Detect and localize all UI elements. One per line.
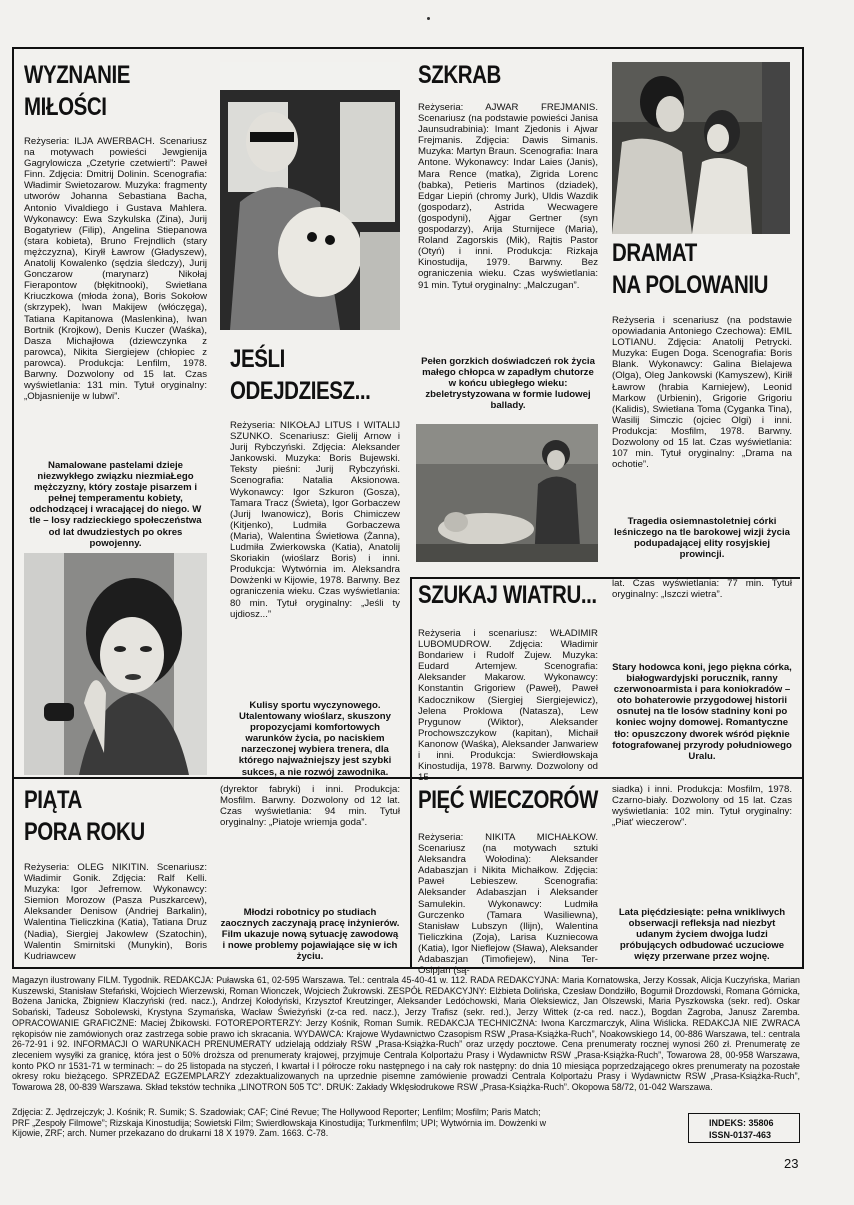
photo-wyznanie-woman <box>24 553 207 775</box>
credits-piata-right: (dyrektor fabryki) i inni. Produkcja: Mosfilm. Barwny. Dozwolony od 12 lat. Czas wyświetlania: 94 min. Tytuł oryginalny: „Piatoje wriemja goda”. <box>220 784 400 829</box>
credits-piata-left: Reżyseria: OLEG NIKITIN. Scenariusz: Władimir Gonik. Zdjęcia: Ralf Kelli. Muzyka: Igor Jefremow. Wykonawcy: Siemion Morozow (Pasza Puszkarcew), Aleksander Denisow (Andriej Barkalin), Walentina Tieliczkina (Katia), Tatiana Druz (Nadia), Siergiej Jakowlew (Szatochin), Walentin Smirnitski (Munykin), Boris Kudriawcew <box>24 862 207 962</box>
title-piec: PIĘĆ WIECZORÓW <box>418 786 598 814</box>
rule-middle <box>12 777 802 779</box>
title-jesli-line1: JEŚLI <box>230 345 285 373</box>
title-szukaj: SZUKAJ WIATRU... <box>418 581 597 609</box>
credits-piec-left: Reżyseria: NIKITA MICHAŁKOW. Scenariusz (na motywach sztuki Aleksandra Wołodina): Aleksander Adabaszjan i Nikita Michałkow. Zdjęcia: Paweł Lebieszew. Scenografia: Aleksander Adabaszjan i Aleksander Samulekin. Wykonawcy: Ludmiła Gurczenko (Tamara Wasiliewna), Stanisław Lubszyn (Ilijn), Walentina Tieliczkina (Zoja), Larisa Kuzniecowa (Katia), Igor Nieflejow (Sława), Aleksander Adabaszjan (Timofiejew), Nina Ter-Osipjan (są- <box>418 832 598 977</box>
blurb-dramat: Tragedia osiemnastoletniej córki leśniczego na tle barokowej wizji życia podupadającej elity rosyjskiej prowincji. <box>614 516 790 561</box>
photo-credits: Zdjęcia: Z. Jędrzejczyk; J. Kośnik; R. Sumik; S. Szadowiak; CAF; Ciné Revue; The Hollywood Reporter; Lenfilm; Mosfilm; Paris Match; PRF „Zespoły Filmowe”; Rizskaja Kinostudija; Sowietski Film; Swierdłowskaja Kinostudija; Turkmenfilm; UPI; Wytwórnia im. Dowżenki w Kijowie, ZRF; arch. Numer przekazano do drukarni 18 X 1979. Zam. 1663. C-78. <box>12 1107 547 1139</box>
title-wyznanie-line2: MIŁOŚCI <box>24 93 107 121</box>
credits-szukaj-left: Reżyseria i scenariusz: WŁADIMIR LUBOMUDROW. Zdjęcia: Władimir Bondariew i Rudolf Zujew. Muzyka: Eudard Artemjew. Scenografia: Aleksander Makarow. Wykonawcy: Konstantin Grigoriew (Paweł), Paweł Kadocznikow (Siergiej Siergiejewicz), Jelena Proklowa (Natasza), Lew Prygunow (Wiktor), Aleksander Prochowszczykow (kapitan), Michaił Kanonow (Waśka), Aleksander Janwariew i inni. Produkcja: Swierdłowskaja Kinostudija, 1978. Barwny. Dozwolony od 15 <box>418 628 598 784</box>
blurb-szukaj: Stary hodowca koni, jego piękna córka, białogwardyjski porucznik, ranny czerwonoarmista i para koniokradów – oto bohaterowie przygodowej historii osnutej na tle losów stadniny koni po koniec wojny domowej. Romantyczne tło: opuszczony dworek wśród pięknie fotografowanej przyrody południowego Uralu. <box>612 662 792 762</box>
credits-dramat: Reżyseria i scenariusz (na podstawie opowiadania Antoniego Czechowa): EMIL LOTIANU. Zdjęcia: Anatolij Petrycki. Muzyka: Eugen Doga. Scenografia: Boris Blank. Wykonawcy: Galina Bielajewa (Olga), Oleg Jankowski (Kamyszew), Kiriłł Ławrow (hrabia Karniejew), Leonid Markow (Urbienin), Grigorie Grigoriu (Kalidis), Swietłana Toma (Cyganka Tina), Wasilij Simczic (ojciec Olgi) i inni. Produkcja: Mosfilm, 1978. Barwny. Dozwolony od 15 lat. Czas wyświetlania: 107 min. Tytuł oryginalny: „Drama na ochotie”. <box>612 315 792 471</box>
photo-jesli-man-with-dog <box>220 62 400 330</box>
title-jesli-line2: ODEJDZIESZ... <box>230 377 371 405</box>
blurb-szkrab: Pełen gorzkich doświadczeń rok życia małego chłopca w zapadłym chutorze w końcu ubiegłego wieku: zbeletrystyzowana w formie ludowej ballady. <box>421 356 595 412</box>
title-szkrab: SZKRAB <box>418 61 501 89</box>
photo-szkrab-boy-with-dog <box>416 424 598 562</box>
rule-szukaj-left <box>410 577 412 777</box>
index-number: INDEKS: 35806 <box>709 1118 774 1128</box>
page-number: 23 <box>784 1156 799 1171</box>
title-dramat-line2: NA POLOWANIU <box>612 271 769 299</box>
title-piata-line1: PIĄTA <box>24 786 82 814</box>
rule-bottom <box>12 967 802 969</box>
title-piata-line2: PORA ROKU <box>24 818 145 846</box>
photo-dramat-couple <box>612 62 790 234</box>
credits-piec-right: siadka) i inni. Produkcja: Mosfilm, 1978. Czarno-biały. Dozwolony od 15 lat. Czas wyświetlania: 102 min. Tytuł oryginalny: „Piat' wieczerow”. <box>612 784 792 829</box>
blurb-jesli: Kulisy sportu wyczynowego. Utalentowany wioślarz, skuszony propozycjami komfortowych warunków życia, po naciskiem narzeczonej wybiera trenera, dla którego najważniejszy jest szybki sukces, a nie rozwój zawodnika. <box>238 700 392 778</box>
blurb-piec: Lata pięćdziesiąte: pełna wnikliwych obserwacji refleksja nad niezbyt udanym życiem dwojga ludzi próbujących odbudować uczuciowe więzy przerwane przez wojnę. <box>618 907 786 963</box>
title-dramat-line1: DRAMAT <box>612 239 697 267</box>
credits-wyznanie: Reżyseria: ILJA AWERBACH. Scenariusz na motywach powieści Jewgienija Gagrylowicza „Czetyrie czetwierti”: Paweł Finn. Zdjęcia: Dmitrij Dolinin. Scenografia: Władimir Swietozarow. Muzyka: fragmenty utworów Johanna Sebastiana Bacha, Antonio Vivaldiego i Gustava Mahlera. Wykonawcy: Ewa Szykulska (Zina), Jurij Bogatyriew (Filip), Angelina Stiepanowa (stara kobieta), Bruno Frejndlich (stary mężczyzna), Kiryłł Ławrow (Gładyszew), Anatolij Kowalenko (sędzia śledczy), Jurij Gonczarow (marynarz) Nikołaj Fierapontow (błękitnooki), Swietłana Kriuczkowa (młoda żona), Boris Sokołow (skrzypek), Iwan Makijew (włóczęga), Tatiana Kapitanowa (Maslenkina), Iwan Bortnik (Krojkow), Denis Kuczer (Waśka), Dasza Michajłowa (dziewczynka z parowca), Nikita Siergiejew (chłopiec z parowca). Produkcja: Lenfilm, 1978. Barwny. Dozwolony od 15 lat. Czas wyświetlania: 131 min. Tytuł oryginalny: „Objasnienije w lubwi”. <box>24 136 207 403</box>
issn-number: ISSN-0137-463 <box>709 1130 772 1140</box>
rule-piec-left <box>410 778 412 968</box>
masthead-text: Magazyn ilustrowany FILM. Tygodnik. REDAKCJA: Puławska 61, 02-595 Warszawa. Tel.: centrala 45-40-41 w. 112. RADA REDAKCYJNA: Maria Kornatowska, Jerzy Kossak, Alicja Kuczyńska, Marian Kuszewski, Stanisław Stefański, Wojciech Wierzewski, Roman Wionczek, Wojciech Żukrowski. ZESPÓŁ REDAKCYJNY: Elżbieta Dolińska, Czesław Dondziłło, Bogumił Drozdowski, Romana Górnicka, Bożena Janicka, Zbigniew Klaczyński (red. nacz.), Andrzej Kołodyński, Krzysztof Kreutzinger, Aleksander Ledóchowski, Maria Oleksiewicz, Jan Olszewski, Maria Pyszkowska (sekr. red). Oskar Sobański, Tadeusz Sobolewski, Krystyna Szymańska, Wacław Świeżyński (z-ca red. nacz.), Jerzy Trafisz (sekr. red.), Jerzy Wittek (z-ca red. nacz.), Bogdan Zagroba, Janusz Zaremba. OPRACOWANIE GRAFICZNE: Maciej Żbikowski. FOTOREPORTERZY: Jerzy Kośnik, Roman Sumik. REDAKCJA TECHNICZNA: Iwona Karczmarczyk, Alina Wiślicka. REDAKCJA NIE ZWRACA rękopisów nie zamówionych oraz zastrzega sobie prawo ich skracania. WYDAWCA: Krajowe Wydawnictwo Czasopism RSW „Prasa-Książka-Ruch”, Noakowskiego 14, 00-886 Warszawa, tel.: centrala 26-72-91 i 92. INFORMACJI O WARUNKACH PRENUMERATY udzielają oddziały RSW „Prasa-Książka-Ruch” oraz urzędy pocztowe. Cena prenumeraty rocznej wynosi 260 zł. Prenumeratę ze zleceniem wysyłki za granicę, która jest o 50% droższa od prenumeraty krajowej, przyjmuje Centrala Kolportażu Prasy i Wydawnictw RSW „Prasa-Książka-Ruch”, Towarowa 28, 00-958 Warszawa, konto PKO nr 1531-71 w terminach: – do 25 listopada na styczeń, I kwartał i I półrocze roku następnego i na cały rok następny: do dnia 10 miesiąca poprzedzającego okres prenumeraty na pozostałe okresy roku bieżącego. SPRZEDAŻ EGZEMPLARZY zdezaktualizowanych na uprzednie pisemne zamówienie prowadzi Centrala Kolportażu Prasy i Wydawnictw RSW „Prasa-Książka-Ruch”, Towarowa 28, 00-839 Warszawa. Skład tekstów technika „LINOTRON 505 TC”. DRUK: Zakłady Wklęsłodrukowe RSW „Prasa-Książka-Ruch”. Okopowa 58/72, 01-042 Warszawa. <box>12 975 800 1093</box>
blurb-piata: Młodzi robotnicy po studiach zaocznych zaczynają pracę inżynierów. Film ukazuje nową sytuację zawodową i nowe problemy pojawiające się w ich życiu. <box>220 907 400 963</box>
credits-szukaj-right: lat. Czas wyświetlania: 77 min. Tytuł oryginalny: „Iszczi wietra”. <box>612 578 792 601</box>
print-dot <box>427 17 430 20</box>
index-box <box>688 1113 800 1143</box>
blurb-wyznanie: Namalowane pastelami dzieje niezwykłego związku niezmiaŁego mężczyzny, który zostaje pisarzem i pełnej temperamentu kobiety, odchodzącej i wracającej do niego. W tle – losy radzieckiego społeczeństwa od lat dwudziestych po okres powojenny. <box>29 460 202 549</box>
credits-jesli: Reżyseria: NIKOŁAJ LITUS I WITALIJ SZUNKO. Scenariusz: Gielij Arnow i Jurij Rybczyński. Zdjęcia: Aleksander Jankowski. Muzyka: Boris Bujewski. Teksty pieśni: Jurij Rybczyński. Scenografia: Natalia Aksionowa. Wykonawcy: Igor Szkuron (Gosza), Tamara Tracz (Świeta), Igor Gorbaczew (Jurij Iwanowicz), Boris Chimiczew (Kitjenko), Ludmiła Gorbaczewa (Maria), Walentina Świetłowa (Żanna), Ludmiła Zwierkowska (Katia), Anatolij Skoriakin (wioślarz Boris) i inni. Produkcja: Wytwórnia im. Aleksandra Dowżenki w Kijowie, 1978. Barwny. Bez ograniczenia wieku. Czas wyświetlania: 80 min. Tytuł oryginalny: „Jeśli ty ujdiosz...” <box>230 420 400 620</box>
title-wyznanie-line1: WYZNANIE <box>24 61 131 89</box>
credits-szkrab: Reżyseria: AJWAR FREJMANIS. Scenariusz (na podstawie powieści Janisa Jaunsudrabinia): Imant Zjedonis i Ajwar Frejmanis. Zdjęcia: Dawis Simanis. Muzyka: Martyn Braun. Scenografia: Inara Antone. Wykonawcy: Indar Laies (Janis), Mara Rence (matka), Zigrida Lorenc (babka), Petieris Martinos (dziadek), Edgar Liepiń (chromy Jurk), Uldis Wazdik (gospodarz), Astrida Wecwagere (gospodyni), Ajgar Gertner (syn gospodarzy), Arija Sturnijece (Maria), Roland Zagorskis (Mik), Rajtis Pastor (Otyń) i inni. Produkcja: Rizkaja Kinostudija, 1979. Barwny. Bez ograniczenia wieku. Czas wyświetlania: 91 min. Tytuł oryginalny: „Malczugan”. <box>418 102 598 291</box>
